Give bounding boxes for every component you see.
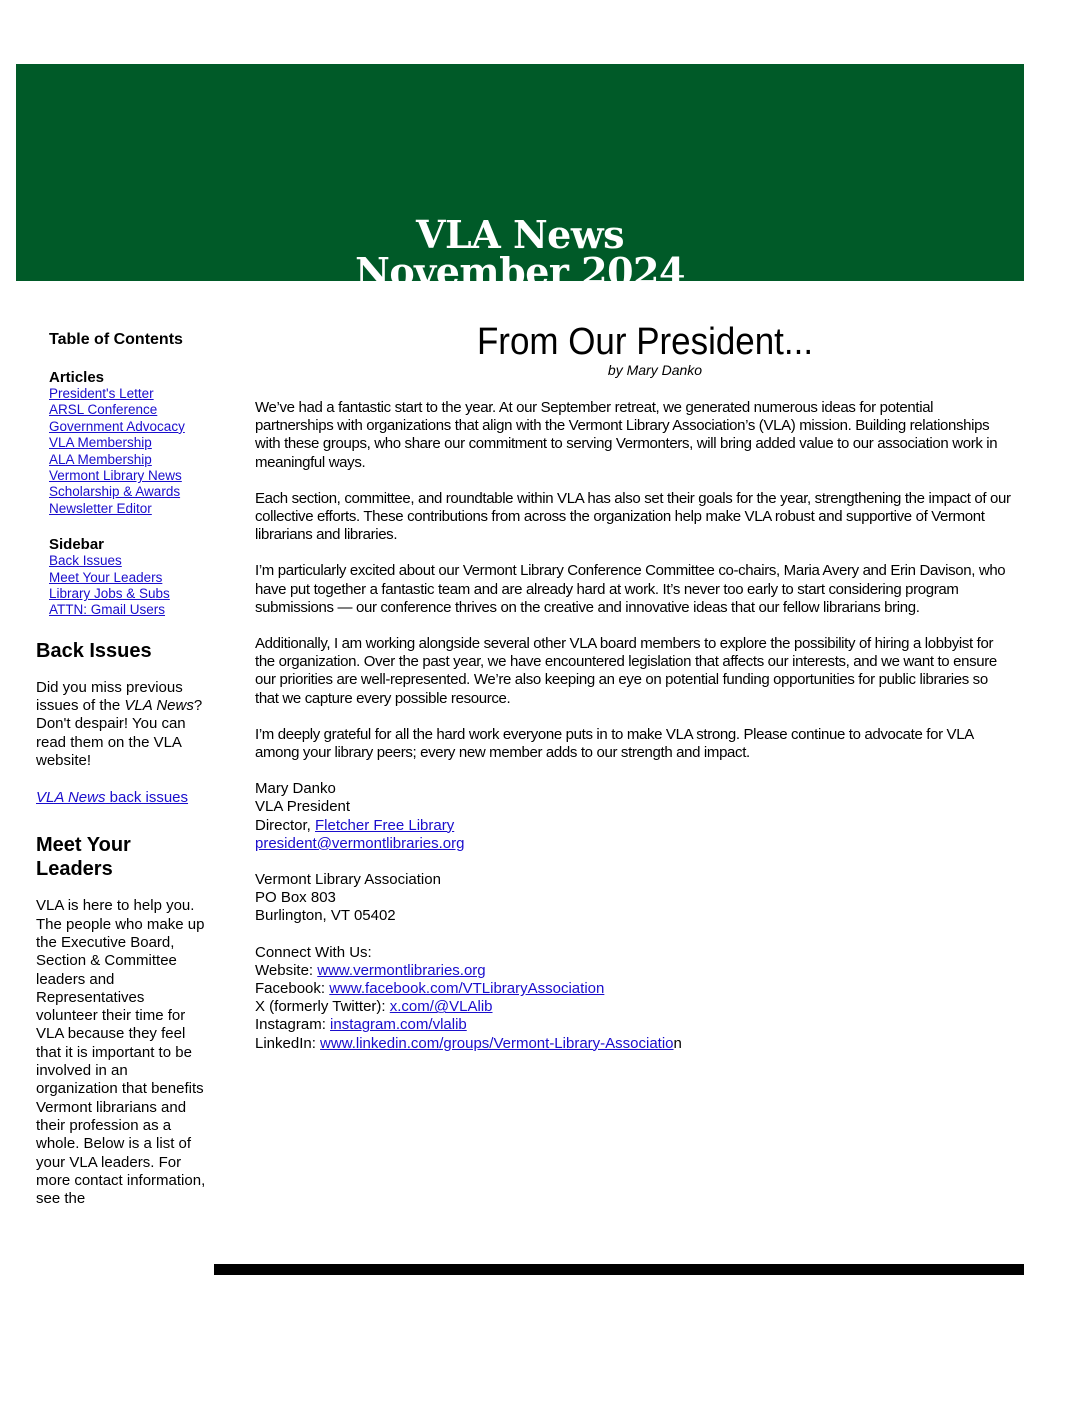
back-issues-heading: Back Issues [36, 639, 152, 662]
article-byline: by Mary Danko [607, 362, 703, 378]
connect-x: X (formerly Twitter): x.com/@VLAlib [255, 998, 493, 1016]
address-city: Burlington, VT 05402 [255, 907, 396, 925]
meet-leaders-heading: Meet Your Leaders [36, 834, 131, 881]
president-email-link[interactable]: president@vermontlibraries.org [255, 834, 465, 852]
toc-link-presidents-letter[interactable]: President's Letter [49, 386, 154, 401]
toc-sidebar-heading: Sidebar [49, 536, 105, 554]
toc-articles-heading: Articles [49, 369, 105, 386]
signature-name: Mary Danko [255, 780, 336, 798]
back-issues-text: Did you miss previous issues of the VLA News? Don't despair! You can read them on the VLA website! [36, 678, 203, 770]
toc-articles [49, 369, 206, 517]
newsletter-name: VLA News [416, 212, 624, 257]
article [255, 320, 1015, 1053]
masthead-title [16, 212, 1024, 294]
toc-link-library-jobs[interactable]: Library Jobs & Subs [49, 586, 170, 602]
facebook-link[interactable]: www.facebook.com/VTLibraryAssociation [329, 980, 605, 998]
toc-title: Table of Contents [49, 331, 183, 348]
toc-link-vla-membership[interactable]: VLA Membership [49, 435, 152, 451]
toc-link-gmail-users[interactable]: ATTN: Gmail Users [49, 602, 166, 618]
toc-link-scholarship-awards[interactable]: Scholarship & Awards [49, 484, 181, 500]
article-paragraph: I’m particularly excited about our Vermont Library Conference Committee co-chairs, Maria Avery and Erin Davison, who have put together a fantastic team and are already hard at work. It’s never too early to start considering program submissions — our conference thrives on the creative and innovative ideas that our fellow librarians bring. [255, 562, 1006, 616]
signature-role: VLA President [255, 798, 351, 816]
toc-link-newsletter-editor[interactable]: Newsletter Editor [49, 500, 152, 516]
back-issues-link-wrap [36, 788, 206, 807]
issue-date: November 2024 [355, 249, 685, 294]
article-paragraph: Each section, committee, and roundtable within VLA has also set their goals for the year, strengthening the impact of our collective efforts. These contributions from across the organization help make VLA robust and supportive of Vermont librarians and libraries. [255, 489, 1011, 544]
article-paragraph: Additionally, I am working alongside several other VLA board members to explore the possibility of hiring a lobbyist for the organization. Over the past year, we have encountered legislation that affects our interests, and we want to ensure our priorities are well-represented. We’re also keeping an eye on potential funding opportunities for public libraries so that we capture every possible resource. [255, 635, 997, 707]
divider-rule [214, 1264, 1024, 1275]
article-paragraph: We’ve had a fantastic start to the year. At our September retreat, we generated numerous ideas for potential partnerships with organizations that align with the Vermont Library Association’s (VLA) mission. Building relationships with these groups, who share our commitment to serving Vermonters, will bring added value to our association work in meaningful ways. [255, 399, 998, 471]
article-title: From Our President... [476, 321, 814, 363]
address-po-box: PO Box 803 [255, 889, 336, 907]
connect-linkedin: LinkedIn: www.linkedin.com/groups/Vermont-Library-Association [255, 1034, 682, 1052]
website-link[interactable]: www.vermontlibraries.org [317, 961, 486, 979]
address-org: Vermont Library Association [255, 871, 441, 889]
instagram-link[interactable]: instagram.com/vlalib [330, 1016, 467, 1034]
signature [255, 780, 1015, 853]
connect-heading: Connect With Us: [255, 943, 372, 961]
mailing-address [255, 871, 1015, 926]
sidebar [36, 330, 206, 1208]
signature-director: Director, Fletcher Free Library [255, 816, 455, 834]
toc-link-vermont-library-news[interactable]: Vermont Library News [49, 468, 182, 484]
back-issues-link[interactable]: VLA News back issues [36, 789, 189, 807]
connect-website: Website: www.vermontlibraries.org [255, 961, 486, 979]
connect-instagram: Instagram: instagram.com/vlalib [255, 1016, 467, 1034]
toc-link-ala-membership[interactable]: ALA Membership [49, 451, 152, 467]
connect-with-us [255, 944, 1015, 1053]
toc-link-arsl-conference[interactable]: ARSL Conference [49, 402, 158, 418]
article-paragraph: I’m deeply grateful for all the hard work everyone puts in to make VLA strong. Please continue to advocate for VLA among your library peers; every new member adds to our strength and impact. [255, 725, 974, 762]
connect-facebook: Facebook: www.facebook.com/VTLibraryAssociation [255, 980, 605, 998]
linkedin-link[interactable]: www.linkedin.com/groups/Vermont-Library-Associatio [320, 1034, 674, 1052]
masthead-banner [16, 64, 1024, 294]
toc-link-back-issues[interactable]: Back Issues [49, 553, 122, 569]
toc-link-meet-your-leaders[interactable]: Meet Your Leaders [49, 569, 163, 585]
toc-sidebar [49, 536, 206, 619]
x-link[interactable]: x.com/@VLAlib [389, 998, 493, 1016]
toc-link-government-advocacy[interactable]: Government Advocacy [49, 418, 185, 434]
meet-leaders-text: VLA is here to help you. The people who make up the Executive Board, Section & Committee leaders and Representatives volunteer their time for VLA because they feel that it is important to be involved in an organization that benefits Vermont librarians and their profession as a whole. Below is a list of your VLA leaders. For more contact information, see the [36, 897, 206, 1208]
fletcher-free-library-link[interactable]: Fletcher Free Library [315, 816, 455, 834]
